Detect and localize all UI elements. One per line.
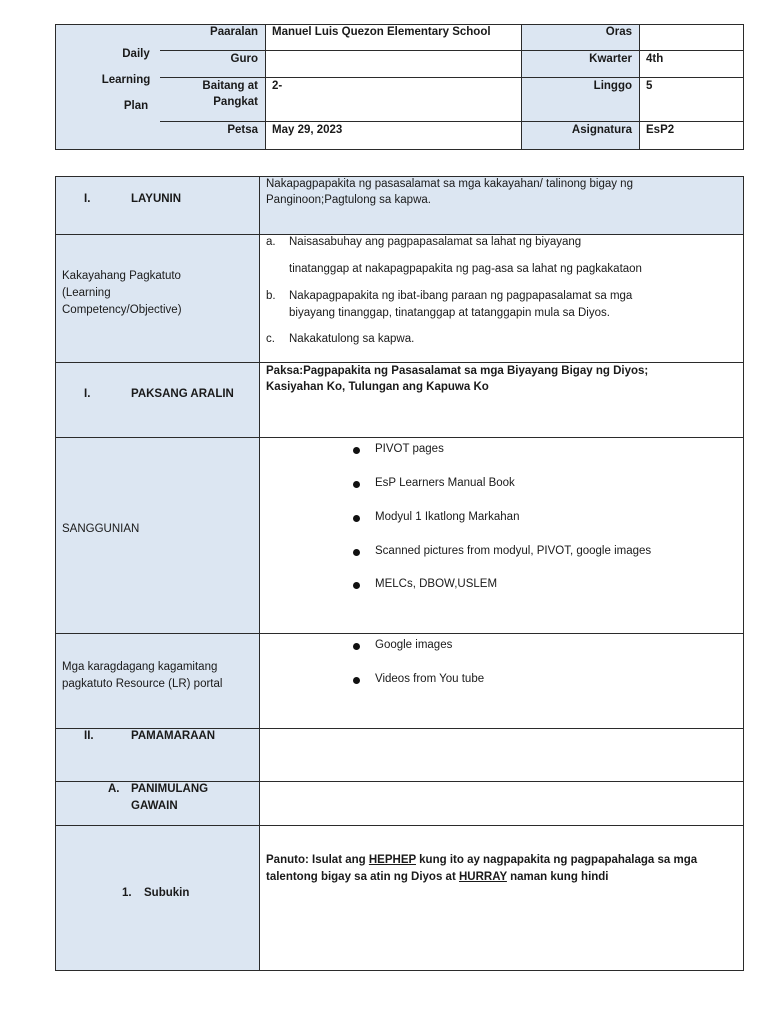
- karagdagang-item: Google images: [375, 639, 453, 651]
- dlp-plan: Plan: [123, 100, 149, 112]
- bullet-icon: [353, 549, 360, 556]
- bullet-icon: [353, 582, 360, 589]
- hurray-keyword: HURRAY: [458, 871, 507, 883]
- linggo-label: Linggo: [593, 80, 632, 92]
- bullet-icon: [353, 643, 360, 650]
- linggo-value: 5: [646, 80, 653, 92]
- kakayahan-item-line: Nakakatulong sa kapwa.: [289, 333, 415, 345]
- kakayahan-item-line: Nakapagpapakita ng ibat-ibang paraan ng pagpapasalamat sa mga: [289, 290, 633, 302]
- panimulang-label-line2: GAWAIN: [131, 800, 178, 812]
- subukin-num: 1.: [122, 887, 132, 899]
- guro-label: Guro: [230, 53, 258, 65]
- kakayahan-item-line: Naisasabuhay ang pagpapasalamat sa lahat ng biyayang: [289, 236, 582, 248]
- paaralan-label: Paaralan: [210, 26, 258, 38]
- kakayahan-label-line3: Competency/Objective): [62, 304, 182, 316]
- kakayahan-item-marker: a.: [266, 236, 276, 248]
- paksa-line1: Paksa:Pagpapakita ng Pasasalamat sa mga Biyayang Bigay ng Diyos;: [266, 365, 649, 377]
- panuto-text: kung ito ay nagpapakita ng pagpapahalaga sa mga: [415, 854, 698, 866]
- bullet-icon: [353, 447, 360, 454]
- panuto-text: Panuto: Isulat ang: [266, 854, 369, 866]
- paksa-line2: Kasiyahan Ko, Tulungan ang Kapuwa Ko: [266, 381, 489, 393]
- sanggunian-item: Scanned pictures from modyul, PIVOT, google images: [375, 545, 652, 557]
- sanggunian-label: SANGGUNIAN: [62, 523, 140, 535]
- petsa-label: Petsa: [227, 124, 258, 136]
- asignatura-value: EsP2: [646, 124, 675, 136]
- karagdagang-item: Videos from You tube: [375, 673, 485, 685]
- sanggunian-item: Modyul 1 Ikatlong Markahan: [375, 511, 520, 523]
- baitang-value: 2-: [272, 80, 283, 92]
- paksa-label: PAKSANG ARALIN: [131, 388, 234, 400]
- panimulang-num: A.: [108, 783, 120, 795]
- kakayahan-item-marker: c.: [266, 333, 275, 345]
- panuto-line2: [266, 869, 740, 886]
- kwarter-label: Kwarter: [589, 53, 632, 65]
- kakayahan-item-line: biyayang tinanggap, tinatanggap at tatanggapin mula sa Diyos.: [289, 307, 610, 319]
- sanggunian-item: PIVOT pages: [375, 443, 444, 455]
- asignatura-label: Asignatura: [571, 124, 632, 136]
- panuto-line1: [266, 852, 740, 869]
- dlp-daily: Daily: [122, 48, 150, 60]
- petsa-value: May 29, 2023: [272, 124, 343, 136]
- bullet-icon: [353, 677, 360, 684]
- subukin-label: Subukin: [144, 887, 190, 899]
- karagdagang-label-line1: Mga karagdagang kagamitang: [62, 661, 218, 673]
- panimulang-label-line1: PANIMULANG: [131, 783, 209, 795]
- kakayahan-item-marker: b.: [266, 290, 276, 302]
- sanggunian-item: MELCs, DBOW,USLEM: [375, 578, 498, 590]
- panuto-text: naman kung hindi: [506, 871, 609, 883]
- bullet-icon: [353, 481, 360, 488]
- kwarter-value: 4th: [646, 53, 664, 65]
- paaralan-value: Manuel Luis Quezon Elementary School: [272, 26, 491, 38]
- layunin-text-line1: Nakapagpapakita ng pasasalamat sa mga kakayahan/ talinong bigay ng: [266, 178, 633, 190]
- kakayahan-item-line: tinatanggap at nakapagpapakita ng pag-asa sa lahat ng pagkakataon: [289, 263, 642, 275]
- baitang-label-2: Pangkat: [213, 96, 258, 108]
- layunin-text-line2: Panginoon;Pagtulong sa kapwa.: [266, 194, 431, 206]
- pamamaraan-num: II.: [84, 730, 94, 742]
- layunin-num: I.: [84, 193, 91, 205]
- karagdagang-label-line2: pagkatuto Resource (LR) portal: [62, 678, 223, 690]
- bullet-icon: [353, 515, 360, 522]
- kakayahan-label-line2: (Learning: [62, 287, 111, 299]
- paksa-num: I.: [84, 388, 91, 400]
- pamamaraan-label: PAMAMARAAN: [131, 730, 216, 742]
- layunin-label: LAYUNIN: [131, 193, 182, 205]
- kakayahan-label-line1: Kakayahang Pagkatuto: [62, 270, 181, 282]
- dlp-learning: Learning: [101, 74, 151, 86]
- panuto-text: talentong bigay sa atin ng Diyos at: [266, 871, 459, 883]
- hephep-keyword: HEPHEP: [368, 854, 416, 866]
- baitang-label-1: Baitang at: [202, 80, 258, 92]
- sanggunian-item: EsP Learners Manual Book: [375, 477, 515, 489]
- oras-label: Oras: [605, 26, 632, 38]
